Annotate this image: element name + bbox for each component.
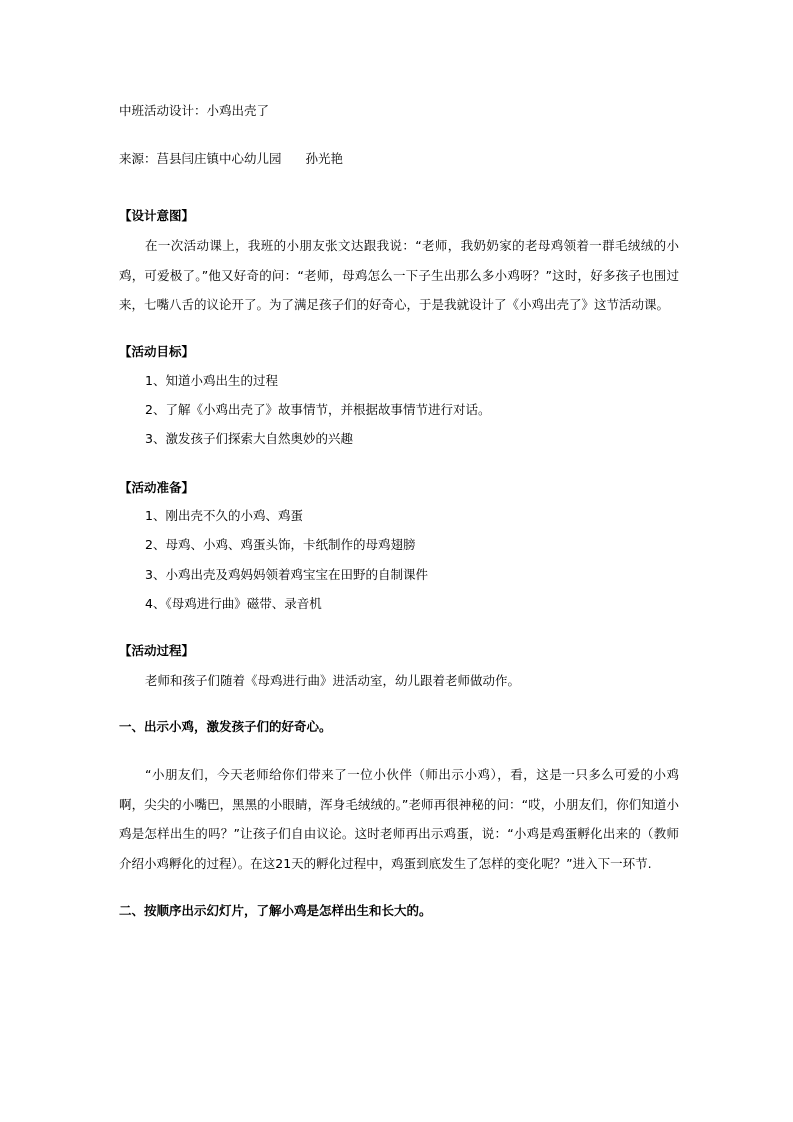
- source-author: 孙光艳: [305, 151, 344, 166]
- goal-item: 1、知道小鸡出生的过程: [145, 373, 278, 388]
- preparation-heading: 【活动准备】: [119, 480, 195, 495]
- preparation-item: 3、小鸡出壳及鸡妈妈领着鸡宝宝在田野的自制课件: [145, 567, 428, 582]
- goal-item: 2、了解《小鸡出壳了》故事情节，并根据故事情节进行对话。: [145, 402, 491, 417]
- goal-item: 3、激发孩子们探索大自然奥妙的兴趣: [145, 431, 353, 446]
- step2-heading: 二、按顺序出示幻灯片，了解小鸡是怎样出生和长大的。: [119, 903, 432, 918]
- process-intro: 老师和孩子们随着《母鸡进行曲》进活动室，幼儿跟着老师做动作。: [145, 673, 521, 688]
- goals-heading: 【活动目标】: [119, 344, 195, 359]
- preparation-item: 1、刚出壳不久的小鸡、鸡蛋: [145, 508, 303, 523]
- design-intent-heading: 【设计意图】: [119, 208, 195, 223]
- design-intent-paragraph: 在一次活动课上，我班的小朋友张文达跟我说：“老师，我奶奶家的老母鸡领着一群毛绒绒的小鸡，可爱极了。”他又好奇的问：“老师，母鸡怎么一下子生出那么多小鸡呀？”这时，好多孩子也围过来，七嘴八舌的议论开了。为了满足孩子们的好奇心，于是我就设计了《小鸡出壳了》这节活动课。: [119, 238, 679, 312]
- step1-paragraph: “小朋友们，今天老师给你们带来了一位小伙伴（师出示小鸡），看，这是一只多么可爱的小鸡啊，尖尖的小嘴巴，黑黑的小眼睛，浑身毛绒绒的。”老师再很神秘的问：“哎，小朋友们，你们知道小鸡是怎样出生的吗？”让孩子们自由议论。这时老师再出示鸡蛋，说：“小鸡是鸡蛋孵化出来的（教师介绍小鸡孵化的过程）。在这21天的孵化过程中，鸡蛋到底发生了怎样的变化呢？”进入下一环节.: [119, 767, 679, 871]
- source-line: [119, 151, 679, 167]
- document-title: 中班活动设计：小鸡出壳了: [119, 103, 270, 118]
- preparation-item: 2、母鸡、小鸡、鸡蛋头饰，卡纸制作的母鸡翅膀: [145, 537, 416, 552]
- preparation-item: 4、《母鸡进行曲》磁带、录音机: [145, 596, 322, 611]
- source-label: 来源：莒县闫庄镇中心幼儿园: [119, 151, 282, 166]
- process-heading: 【活动过程】: [119, 643, 195, 658]
- step1-heading: 一、出示小鸡，激发孩子们的好奇心。: [119, 719, 332, 734]
